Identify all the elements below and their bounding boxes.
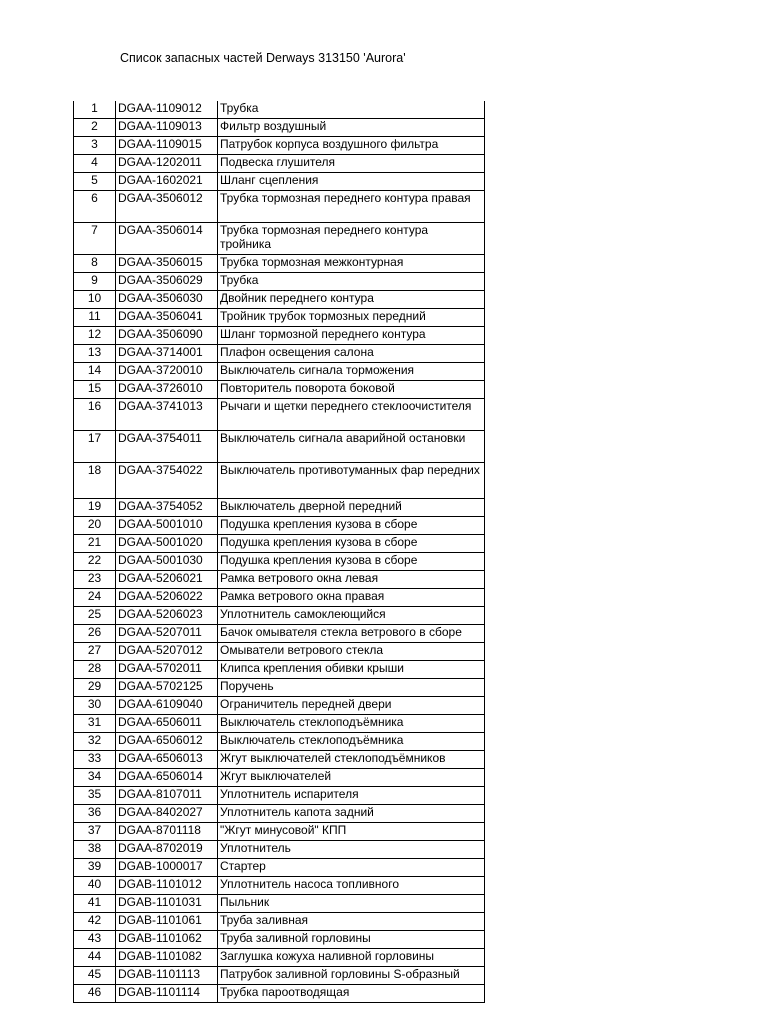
- part-code: DGAA-3714001: [116, 345, 218, 363]
- table-row: [74, 571, 485, 589]
- part-name: Ограничитель передней двери: [218, 697, 485, 715]
- row-number: 30: [74, 697, 116, 715]
- table-row: [74, 173, 485, 191]
- table-row: [74, 101, 485, 119]
- table-row: [74, 661, 485, 679]
- table-row: [74, 363, 485, 381]
- part-code: DGAB-1101061: [116, 913, 218, 931]
- part-name: Стартер: [218, 859, 485, 877]
- part-name: Труба заливная: [218, 913, 485, 931]
- row-number: 6: [74, 191, 116, 223]
- part-code: DGAA-5206022: [116, 589, 218, 607]
- table-row: [74, 823, 485, 841]
- part-name: Шланг тормозной переднего контура: [218, 327, 485, 345]
- table-row: [74, 223, 485, 255]
- part-name: Плафон освещения салона: [218, 345, 485, 363]
- part-code: DGAA-8402027: [116, 805, 218, 823]
- table-row: [74, 137, 485, 155]
- row-number: 5: [74, 173, 116, 191]
- row-number: 4: [74, 155, 116, 173]
- row-number: 15: [74, 381, 116, 399]
- part-name: Жгут выключателей: [218, 769, 485, 787]
- row-number: 17: [74, 431, 116, 463]
- table-row: [74, 787, 485, 805]
- part-name: Двойник переднего контура: [218, 291, 485, 309]
- part-name: Подушка крепления кузова в сборе: [218, 553, 485, 571]
- part-name: Поручень: [218, 679, 485, 697]
- table-row: [74, 679, 485, 697]
- row-number: 8: [74, 255, 116, 273]
- row-number: 24: [74, 589, 116, 607]
- part-name: Выключатель противотуманных фар передних: [218, 463, 485, 499]
- part-code: DGAA-8701118: [116, 823, 218, 841]
- table-row: [74, 841, 485, 859]
- part-name: Подвеска глушителя: [218, 155, 485, 173]
- part-name: Рамка ветрового окна левая: [218, 571, 485, 589]
- part-code: DGAA-3720010: [116, 363, 218, 381]
- part-code: DGAA-3506090: [116, 327, 218, 345]
- part-code: DGAB-1101113: [116, 967, 218, 985]
- table-row: [74, 345, 485, 363]
- table-row: [74, 931, 485, 949]
- part-code: DGAA-3506030: [116, 291, 218, 309]
- part-code: DGAA-3506014: [116, 223, 218, 255]
- part-name: Выключатель сигнала аварийной остановки: [218, 431, 485, 463]
- table-row: [74, 643, 485, 661]
- part-name: Патрубок заливной горловины S-образный: [218, 967, 485, 985]
- row-number: 44: [74, 949, 116, 967]
- part-code: DGAA-1109015: [116, 137, 218, 155]
- row-number: 46: [74, 985, 116, 1003]
- table-row: [74, 463, 485, 499]
- row-number: 23: [74, 571, 116, 589]
- part-name: Выключатель стеклоподъёмника: [218, 733, 485, 751]
- row-number: 34: [74, 769, 116, 787]
- row-number: 10: [74, 291, 116, 309]
- table-row: [74, 309, 485, 327]
- part-name: Уплотнитель: [218, 841, 485, 859]
- part-name: Пыльник: [218, 895, 485, 913]
- row-number: 19: [74, 499, 116, 517]
- table-row: [74, 155, 485, 173]
- part-code: DGAA-6506011: [116, 715, 218, 733]
- row-number: 13: [74, 345, 116, 363]
- row-number: 2: [74, 119, 116, 137]
- row-number: 38: [74, 841, 116, 859]
- part-code: DGAA-3741013: [116, 399, 218, 431]
- part-code: DGAA-3506041: [116, 309, 218, 327]
- part-name: Трубка: [218, 273, 485, 291]
- row-number: 26: [74, 625, 116, 643]
- part-code: DGAA-3506012: [116, 191, 218, 223]
- part-code: DGAA-3754011: [116, 431, 218, 463]
- row-number: 37: [74, 823, 116, 841]
- row-number: 14: [74, 363, 116, 381]
- part-name: Выключатель стеклоподъёмника: [218, 715, 485, 733]
- part-code: DGAA-3754052: [116, 499, 218, 517]
- part-code: DGAA-1202011: [116, 155, 218, 173]
- row-number: 9: [74, 273, 116, 291]
- part-name: Патрубок корпуса воздушного фильтра: [218, 137, 485, 155]
- row-number: 29: [74, 679, 116, 697]
- row-number: 39: [74, 859, 116, 877]
- part-name: Фильтр воздушный: [218, 119, 485, 137]
- part-name: Омыватели ветрового стекла: [218, 643, 485, 661]
- table-row: [74, 625, 485, 643]
- table-row: [74, 499, 485, 517]
- part-code: DGAB-1101082: [116, 949, 218, 967]
- row-number: 32: [74, 733, 116, 751]
- table-row: [74, 291, 485, 309]
- part-name: Трубка тормозная переднего контура правая: [218, 191, 485, 223]
- part-code: DGAA-6506012: [116, 733, 218, 751]
- table-row: [74, 517, 485, 535]
- part-name: Бачок омывателя стекла ветрового в сборе: [218, 625, 485, 643]
- part-code: DGAA-6109040: [116, 697, 218, 715]
- table-row: [74, 859, 485, 877]
- part-code: DGAA-5207012: [116, 643, 218, 661]
- part-code: DGAB-1101062: [116, 931, 218, 949]
- row-number: 41: [74, 895, 116, 913]
- table-row: [74, 733, 485, 751]
- row-number: 12: [74, 327, 116, 345]
- part-name: Жгут выключателей стеклоподъёмников: [218, 751, 485, 769]
- row-number: 43: [74, 931, 116, 949]
- part-code: DGAA-3506029: [116, 273, 218, 291]
- row-number: 22: [74, 553, 116, 571]
- row-number: 25: [74, 607, 116, 625]
- part-code: DGAA-5702011: [116, 661, 218, 679]
- row-number: 35: [74, 787, 116, 805]
- part-code: DGAB-1000017: [116, 859, 218, 877]
- part-code: DGAA-6506014: [116, 769, 218, 787]
- part-code: DGAA-5206021: [116, 571, 218, 589]
- table-row: [74, 553, 485, 571]
- table-row: [74, 913, 485, 931]
- part-code: DGAA-1109013: [116, 119, 218, 137]
- part-code: DGAB-1101012: [116, 877, 218, 895]
- row-number: 11: [74, 309, 116, 327]
- part-code: DGAA-5001020: [116, 535, 218, 553]
- part-name: Уплотнитель насоса топливного: [218, 877, 485, 895]
- part-name: Уплотнитель капота задний: [218, 805, 485, 823]
- parts-table: [73, 101, 485, 1003]
- table-row: [74, 949, 485, 967]
- table-row: [74, 697, 485, 715]
- table-row: [74, 607, 485, 625]
- document-title: Список запасных частей Derways 313150 'Aurora': [120, 51, 406, 65]
- table-row: [74, 191, 485, 223]
- table-row: [74, 715, 485, 733]
- parts-table-body: [74, 101, 485, 1003]
- part-code: DGAA-3754022: [116, 463, 218, 499]
- row-number: 20: [74, 517, 116, 535]
- part-name: Заглушка кожуха наливной горловины: [218, 949, 485, 967]
- row-number: 45: [74, 967, 116, 985]
- table-row: [74, 985, 485, 1003]
- part-code: DGAB-1101114: [116, 985, 218, 1003]
- part-code: DGAA-1109012: [116, 101, 218, 119]
- part-name: Рычаги и щетки переднего стеклоочистителя: [218, 399, 485, 431]
- part-name: Выключатель дверной передний: [218, 499, 485, 517]
- part-name: Трубка пароотводящая: [218, 985, 485, 1003]
- table-row: [74, 431, 485, 463]
- part-name: Трубка: [218, 101, 485, 119]
- part-name: Рамка ветрового окна правая: [218, 589, 485, 607]
- row-number: 27: [74, 643, 116, 661]
- part-name: Тройник трубок тормозных передний: [218, 309, 485, 327]
- row-number: 1: [74, 101, 116, 119]
- table-row: [74, 327, 485, 345]
- table-row: [74, 895, 485, 913]
- row-number: 18: [74, 463, 116, 499]
- part-code: DGAA-5001010: [116, 517, 218, 535]
- table-row: [74, 273, 485, 291]
- row-number: 3: [74, 137, 116, 155]
- part-code: DGAA-5206023: [116, 607, 218, 625]
- part-name: Уплотнитель самоклеющийся: [218, 607, 485, 625]
- table-row: [74, 381, 485, 399]
- table-row: [74, 769, 485, 787]
- part-name: Трубка тормозная межконтурная: [218, 255, 485, 273]
- row-number: 7: [74, 223, 116, 255]
- part-name: Повторитель поворота боковой: [218, 381, 485, 399]
- part-code: DGAA-8107011: [116, 787, 218, 805]
- row-number: 40: [74, 877, 116, 895]
- part-name: Шланг сцепления: [218, 173, 485, 191]
- part-code: DGAA-8702019: [116, 841, 218, 859]
- row-number: 31: [74, 715, 116, 733]
- row-number: 33: [74, 751, 116, 769]
- part-name: Клипса крепления обивки крыши: [218, 661, 485, 679]
- part-code: DGAA-5001030: [116, 553, 218, 571]
- part-code: DGAA-6506013: [116, 751, 218, 769]
- part-code: DGAA-3726010: [116, 381, 218, 399]
- part-code: DGAA-1602021: [116, 173, 218, 191]
- part-code: DGAB-1101031: [116, 895, 218, 913]
- row-number: 42: [74, 913, 116, 931]
- part-name: "Жгут минусовой" КПП: [218, 823, 485, 841]
- part-name: Труба заливной горловины: [218, 931, 485, 949]
- table-row: [74, 589, 485, 607]
- part-code: DGAA-5702125: [116, 679, 218, 697]
- part-name: Подушка крепления кузова в сборе: [218, 535, 485, 553]
- table-row: [74, 535, 485, 553]
- part-name: Выключатель сигнала торможения: [218, 363, 485, 381]
- part-name: Уплотнитель испарителя: [218, 787, 485, 805]
- table-row: [74, 751, 485, 769]
- table-row: [74, 877, 485, 895]
- part-name: Трубка тормозная переднего контура тройника: [218, 223, 485, 255]
- row-number: 21: [74, 535, 116, 553]
- row-number: 28: [74, 661, 116, 679]
- row-number: 36: [74, 805, 116, 823]
- part-code: DGAA-5207011: [116, 625, 218, 643]
- row-number: 16: [74, 399, 116, 431]
- part-name: Подушка крепления кузова в сборе: [218, 517, 485, 535]
- table-row: [74, 399, 485, 431]
- table-row: [74, 255, 485, 273]
- table-row: [74, 119, 485, 137]
- table-row: [74, 805, 485, 823]
- part-code: DGAA-3506015: [116, 255, 218, 273]
- table-row: [74, 967, 485, 985]
